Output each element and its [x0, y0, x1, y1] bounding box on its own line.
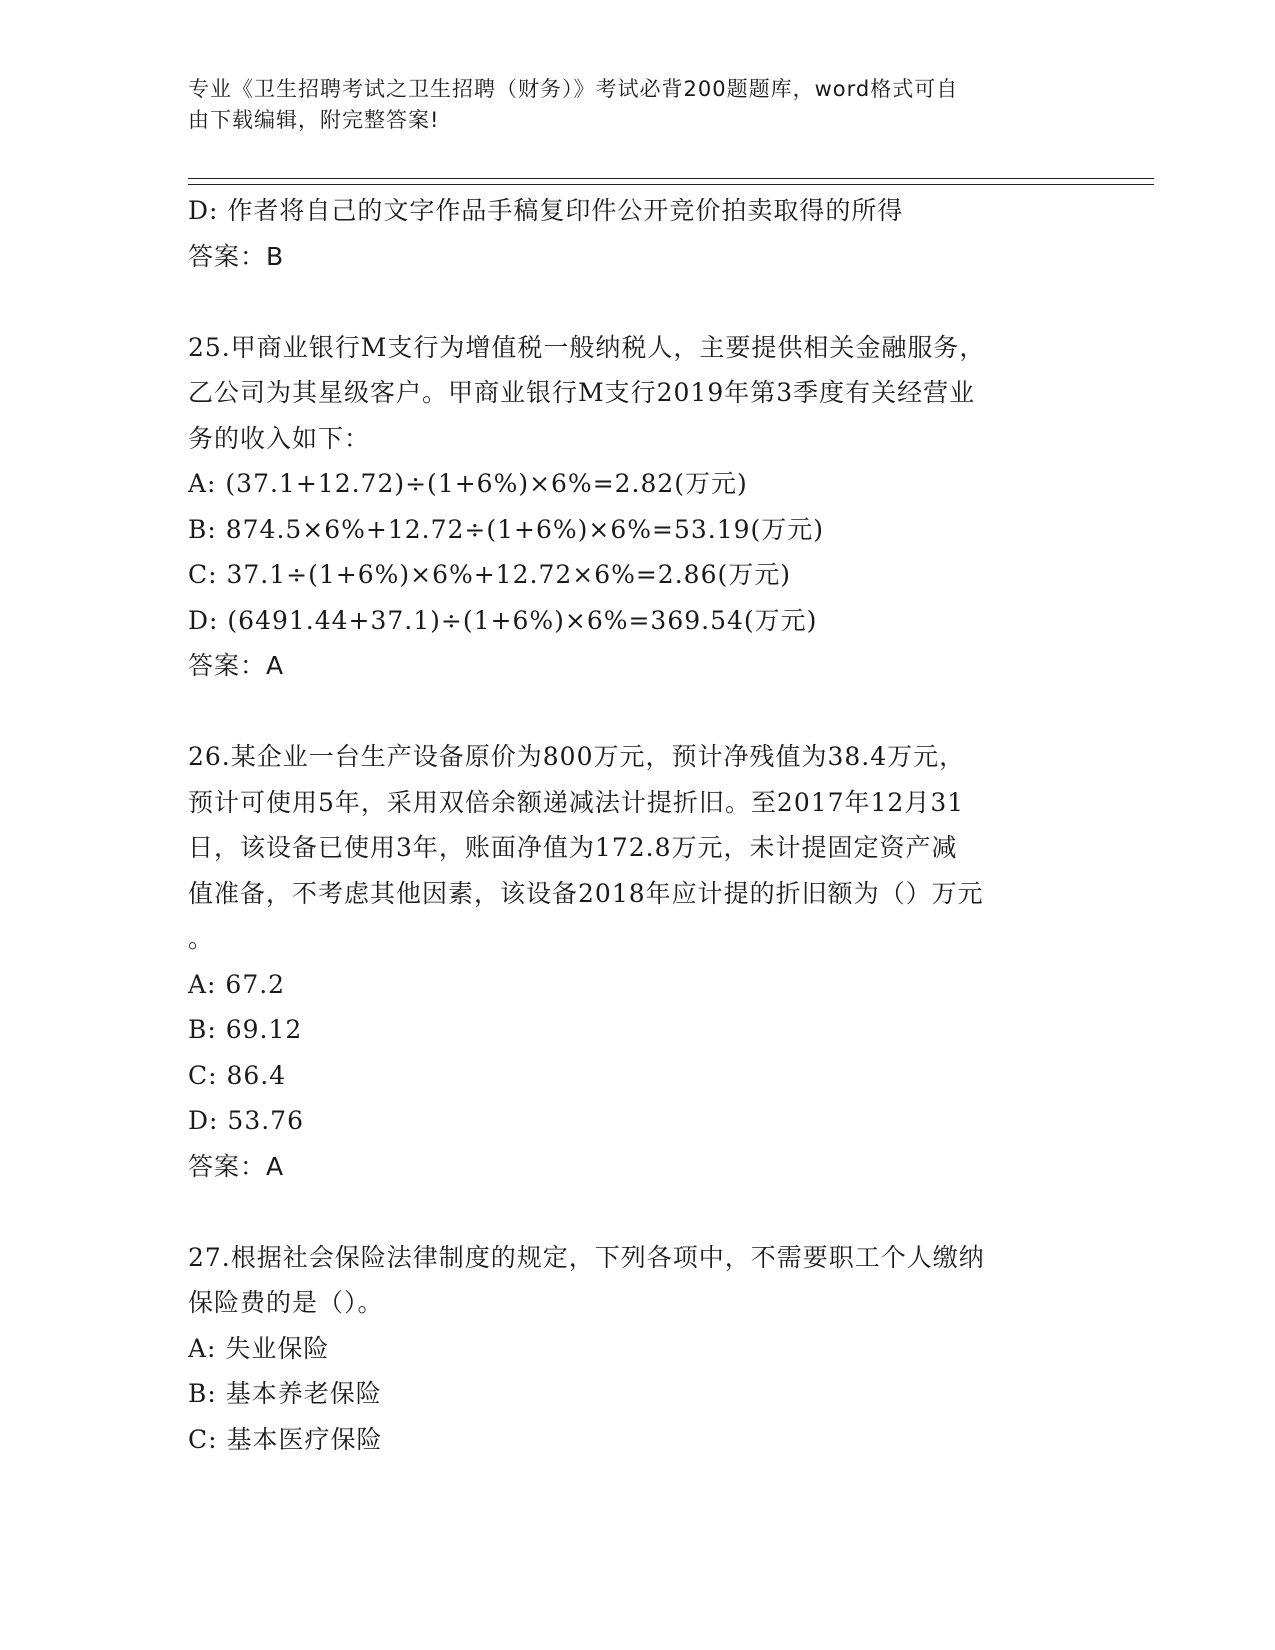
question-25	[188, 325, 1088, 689]
header-divider-bottom	[188, 184, 1154, 185]
q25-option-b: B: 874.5×6%+12.72÷(1+6%)×6%=53.19(万元)	[188, 514, 825, 544]
q25-stem-line: 25.甲商业银行M支行为增值税一般纳税人，主要提供相关金融服务，	[188, 332, 986, 362]
q27-option-a: A: 失业保险	[188, 1333, 330, 1363]
q26-option-a: A: 67.2	[188, 969, 286, 999]
q26-option-d: D: 53.76	[188, 1106, 304, 1135]
header-line-2: 由下载编辑，附完整答案!	[188, 108, 440, 132]
q24-option-d: D: 作者将自己的文字作品手稿复印件公开竞价拍卖取得的所得	[188, 196, 904, 225]
q26-stem-line: 。	[188, 924, 215, 953]
q26-stem-line: 日，该设备已使用3年，账面净值为172.8万元，未计提固定资产减	[188, 833, 958, 862]
question-list	[188, 188, 1088, 1462]
q26-option-b: B: 69.12	[188, 1015, 303, 1044]
q25-stem-line: 务的收入如下：	[188, 423, 371, 453]
header-divider-top	[188, 178, 1154, 179]
q25-option-c: C: 37.1÷(1+6%)×6%+12.72×6%=2.86(万元)	[188, 560, 791, 589]
question-24	[188, 188, 1088, 279]
q25-option-a: A: (37.1+12.72)÷(1+6%)×6%=2.82(万元)	[188, 469, 748, 498]
question-26	[188, 734, 1088, 1189]
q25-option-d: D: (6491.44+37.1)÷(1+6%)×6%=369.54(万元)	[188, 605, 818, 635]
q27-stem-line: 27.根据社会保险法律制度的规定，下列各项中，不需要职工个人缴纳	[188, 1242, 985, 1272]
q26-option-c: C: 86.4	[188, 1060, 287, 1090]
q24-answer: 答案：B	[188, 241, 285, 271]
header-line-1: 专业《卫生招聘考试之卫生招聘（财务）》考试必背200题题库，word格式可自	[188, 77, 959, 101]
q26-answer: 答案：A	[188, 1151, 285, 1181]
question-27	[188, 1235, 1088, 1463]
q26-stem-line: 值准备，不考虑其他因素，该设备2018年应计提的折旧额为（）万元	[188, 878, 984, 908]
q25-answer: 答案：A	[188, 651, 285, 680]
q27-stem-line: 保险费的是（）。	[188, 1288, 384, 1317]
q27-option-c: C: 基本医疗保险	[188, 1424, 383, 1454]
q25-stem-line: 乙公司为其星级客户。甲商业银行M支行2019年第3季度有关经营业	[188, 378, 976, 407]
q26-stem-line: 26.某企业一台生产设备原价为800万元，预计净残值为38.4万元，	[188, 742, 966, 771]
document-header	[188, 74, 1088, 136]
q27-option-b: B: 基本养老保险	[188, 1379, 382, 1408]
q26-stem-line: 预计可使用5年，采用双倍余额递减法计提折旧。至2017年12月31	[188, 787, 965, 817]
